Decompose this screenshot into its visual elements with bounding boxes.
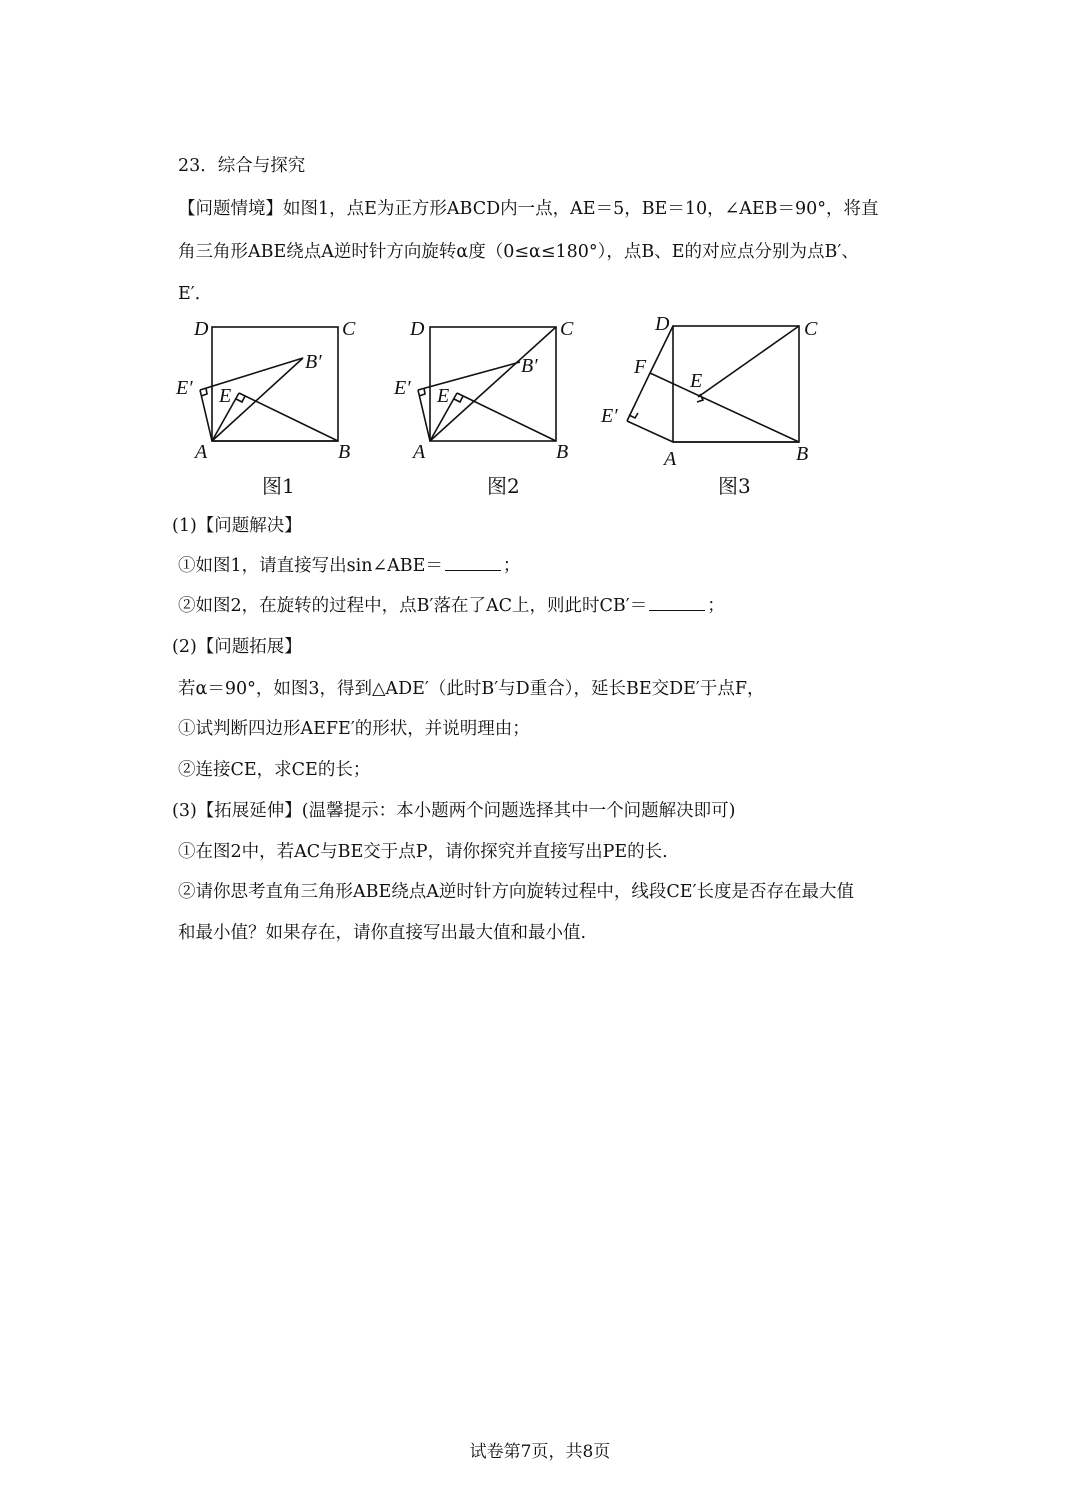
- part-1-question-2: [178, 592, 725, 617]
- part-1-question-1-end: ；: [502, 556, 521, 576]
- fig1-label-c: C: [342, 318, 356, 340]
- part-2-question-2: ②连接CE，求CE的长；: [178, 760, 371, 780]
- fig2-label-c: C: [560, 318, 574, 340]
- question-number-title: 23．综合与探究: [178, 156, 306, 176]
- fig3-label-b: B: [796, 443, 809, 465]
- fig1-label-e: E: [219, 385, 232, 407]
- part-1-question-2-text: ②如图2，在旋转的过程中，点B′落在了AC上，则此时CB′＝: [178, 596, 648, 616]
- figure-2: [388, 310, 588, 470]
- context-line-3: E′．: [178, 284, 213, 304]
- answer-blank[interactable]: [445, 556, 501, 571]
- fig2-caption: 图2: [487, 474, 520, 498]
- answer-blank[interactable]: [649, 596, 705, 611]
- fig3-label-e: E: [690, 370, 703, 392]
- part-1-question-1: [178, 552, 520, 577]
- part-3-question-2-line-1: ②请你思考直角三角形ABE绕点A逆时针方向旋转过程中，线段CE′长度是否存在最大值: [178, 882, 855, 902]
- fig3-label-e-prime: E′: [601, 405, 618, 427]
- fig2-label-b-prime: B′: [521, 355, 538, 377]
- figure-1: [170, 310, 370, 470]
- page-footer: 试卷第7页，共8页: [469, 1442, 611, 1462]
- part-3-question-2-line-2: 和最小值？如果存在，请你直接写出最大值和最小值.: [178, 923, 587, 943]
- fig1-label-b: B: [338, 441, 351, 463]
- part-2-intro: 若α＝90°，如图3，得到△ADE′（此时B′与D重合），延长BE交DE′于点F，: [178, 679, 765, 699]
- fig3-label-a: A: [664, 448, 677, 470]
- fig1-label-e-prime: E′: [176, 377, 193, 399]
- figure-3: [598, 305, 828, 470]
- part-1-title: (1)【问题解决】: [172, 516, 302, 536]
- fig2-label-e-prime: E′: [394, 377, 411, 399]
- fig3-label-f: F: [634, 356, 647, 378]
- part-3-title: (3)【拓展延伸】(温馨提示：本小题两个问题选择其中一个问题解决即可): [172, 801, 736, 821]
- fig3-label-d: D: [655, 313, 670, 335]
- fig2-label-e: E: [437, 385, 450, 407]
- fig1-caption: 图1: [262, 474, 295, 498]
- part-3-question-1: ①在图2中，若AC与BE交于点P，请你探究并直接写出PE的长.: [178, 842, 668, 862]
- fig1-label-b-prime: B′: [305, 351, 322, 373]
- fig1-label-d: D: [194, 318, 209, 340]
- part-2-title: (2)【问题拓展】: [172, 637, 302, 657]
- context-line-1: 【问题情境】如图1，点E为正方形ABCD内一点，AE＝5，BE＝10，∠AEB＝90°，将直: [178, 199, 879, 219]
- fig2-label-b: B: [556, 441, 569, 463]
- context-line-2: 角三角形ABE绕点A逆时针方向旋转α度（0≤α≤180°），点B、E的对应点分别为点B′、: [178, 242, 859, 262]
- part-1-question-1-text: ①如图1，请直接写出sin∠ABE＝: [178, 556, 443, 576]
- fig3-label-c: C: [804, 318, 818, 340]
- part-1-question-2-end: ；: [707, 596, 725, 616]
- fig2-label-d: D: [410, 318, 425, 340]
- fig1-label-a: A: [195, 441, 208, 463]
- fig2-label-a: A: [413, 441, 426, 463]
- fig3-caption: 图3: [718, 474, 751, 498]
- part-2-question-1: ①试判断四边形AEFE′的形状，并说明理由；: [178, 719, 530, 739]
